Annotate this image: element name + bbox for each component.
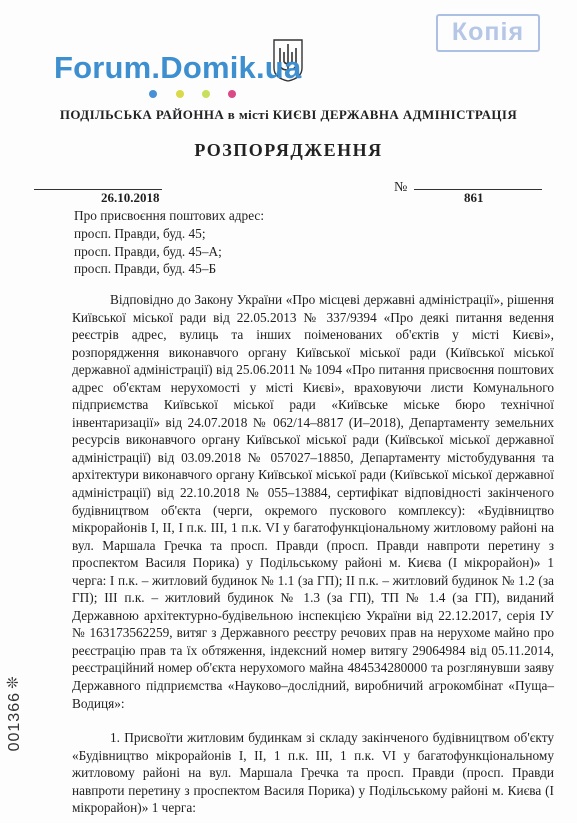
subject-line: Про присвоєння поштових адрес: xyxy=(74,208,265,223)
number-sign: № xyxy=(394,180,408,195)
preamble-paragraph: Відповідно до Закону України «Про місцеві державні адміністрації», рішення Київської міської ради від 22.05.2013 № 337/9394 «Про деякі питання ведення реєстрів адрес, вулиць та інших поіменованих об'єктів у місті Києві», розпорядження виконавчого органу Київської міської ради (Київської міської державної адміністрації) від 25.06.2011 № 1094 «Про питання присвоєння поштових адрес об'єктам нерухомості у місті Києві», враховуючи листи Комунального підприємства Київської міської ради «Київське міське бюро технічної інвентаризації» від 24.07.2018 № 062/14–8817 (И–2018), Департаменту земельних ресурсів виконавчого органу Київської міської ради (Київської міської державної адміністрації) від 03.09.2018 № 057027–18850, Департаменту містобудування та архітектури виконавчого органу Київської міської ради (Київської міської державної адміністрації) від 22.10.2018 № 055–13884, сертифікат відповідності закінченого будівництвом об'єкта (черги, окремого пускового комплексу): «Будівництво мікрорайонів І, ІІ, І п.к. ІІІ, 1 п.к. VI у багатофункціональному житловому районі на вул. Маршала Гречка та просп. Правди (просп. Правди навпроти перетину з проспектом Василя Порика) у Подільському районі м. Києва (І мікрорайон)» 1 черга: І п.к. – житловий будинок № 1.1 (за ГП); ІІ п.к. – житловий будинок № 1.2 (за ГП); ІІІ п.к. – житловий будинок № 1.3 (за ГП), ТП № 1.4 (за ГП), виданий Державною архітектурно-будівельною інспекцією України від 22.12.2017, серія ІУ № 163173562259, витяг з Державного реєстру речових прав на нерухоме майно про реєстрацію прав та їх обтяження, індексний номер витягу 29064984 від 05.11.2014, реєстраційний номер об'єкта нерухомого майна 484534280000 та розглянувши заяву Державного підприємства «Науково–дослідний, виробничий агрокомбінат «Пуща–Водиця»: xyxy=(72,292,554,711)
organization-name: ПОДІЛЬСЬКА РАЙОННА в місті КИЄВІ ДЕРЖАВНА АДМІНІСТРАЦІЯ xyxy=(59,107,518,122)
item-1-paragraph: 1. Присвоїти житловим будинкам зі складу закінченого будівництвом об'єкту «Будівництво мікрорайонів І, ІІ, 1 п.к. ІІІ, 1 п.к. VI у багатофункціональному житловому районі на вул. Маршала Гречка та просп. Правди (просп. Правди навпроти перетину з проспектом Василя Порика) у Подільському районі м. Києва (І мікрорайон)» 1 черга: xyxy=(72,730,554,816)
side-star-mark: ❊ xyxy=(6,676,19,692)
subject-line: просп. Правди, буд. 45–Б xyxy=(74,261,217,277)
subject-line: просп. Правди, буд. 45–А; xyxy=(74,243,222,259)
subject-block xyxy=(74,207,264,278)
document-body xyxy=(72,291,554,817)
side-serial-number: 001366 xyxy=(6,692,23,752)
subject-line: просп. Правди, буд. 45; xyxy=(74,225,206,241)
document-number: 861 xyxy=(464,190,484,205)
watermark-dots xyxy=(148,89,240,99)
copy-stamp: Копія xyxy=(436,14,540,52)
document-date: 26.10.2018 xyxy=(101,190,160,205)
watermark-logo: Forum.Domik.ua xyxy=(54,50,302,85)
document-type: РОЗПОРЯДЖЕННЯ xyxy=(194,140,383,160)
